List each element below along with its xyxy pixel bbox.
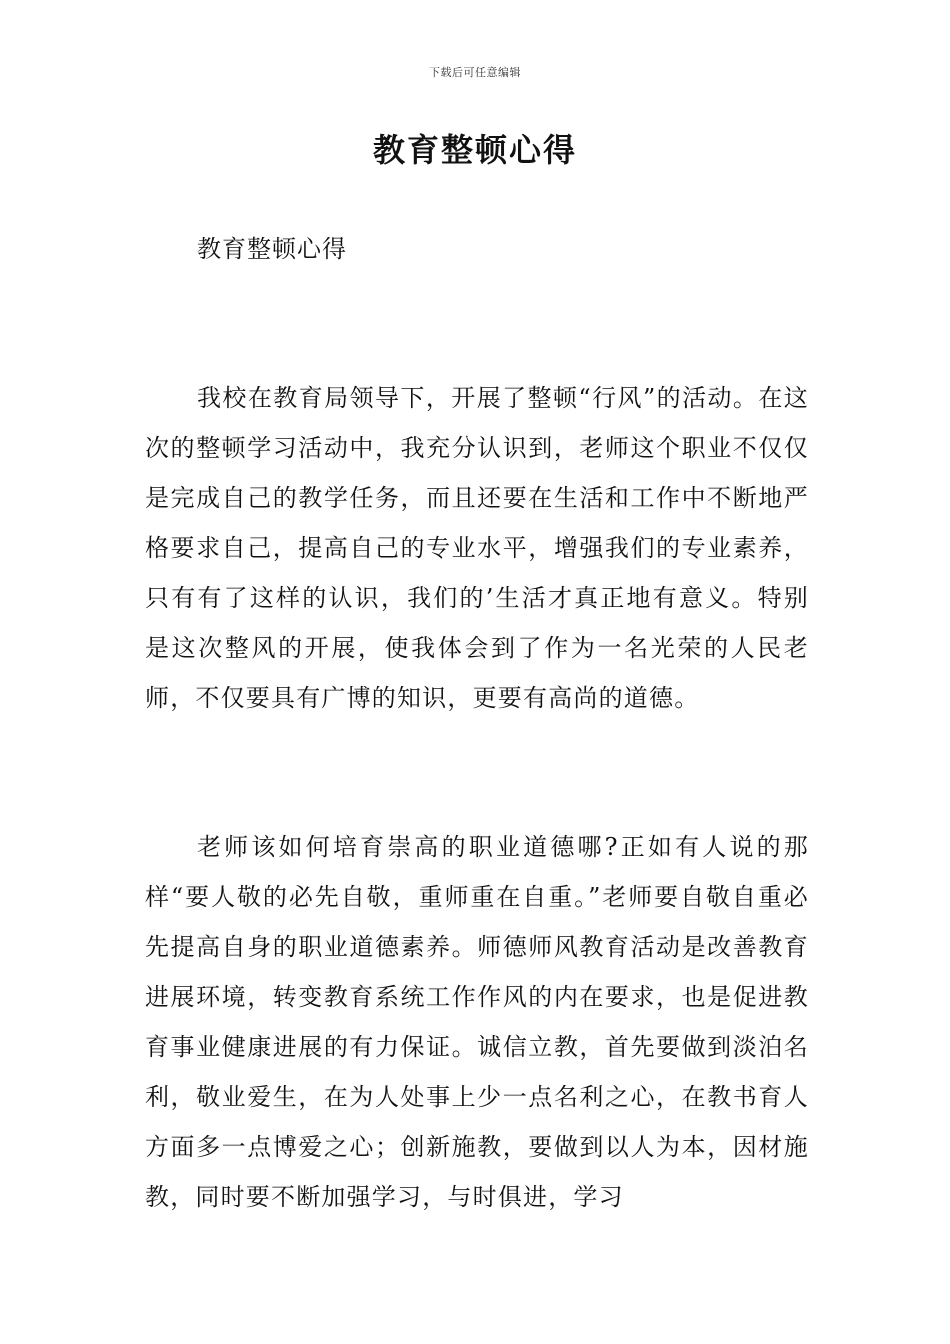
header-note: 下载后可任意编辑 [429, 66, 521, 79]
document-subtitle: 教育整顿心得 [197, 235, 347, 263]
body-paragraph-1: 我校在教育局领导下，开展了整顿“行风”的活动。在这次的整顿学习活动中，我充分认识到，老师这个职业不仅仅是完成自己的教学任务，而且还要在生活和工作中不断地严格要求自己，提高自己的专业水平，增强我们的专业素养，只有有了这样的认识，我们的’生活才真正地有意义。特别是这次整风的开展，使我体会到了作为一名光荣的人民老师，不仅要具有广博的知识，更要有高尚的道德。 [145, 384, 809, 712]
document-title: 教育整顿心得 [372, 131, 577, 169]
body-paragraph-2: 老师该如何培育崇高的职业道德哪?正如有人说的那样“要人敬的必先自敬，重师重在自重。”老师要自敬自重必先提高自身的职业道德素养。师德师风教育活动是改善教育进展环境，转变教育系统工作作风的内在要求，也是促进教育事业健康进展的有力保证。诚信立教，首先要做到淡泊名利，敬业爱生，在为人处事上少一点名利之心，在教书育人方面多一点博爱之心；创新施教，要做到以人为本，因材施教，同时要不断加强学习，与时俱进，学习 [145, 833, 809, 1211]
